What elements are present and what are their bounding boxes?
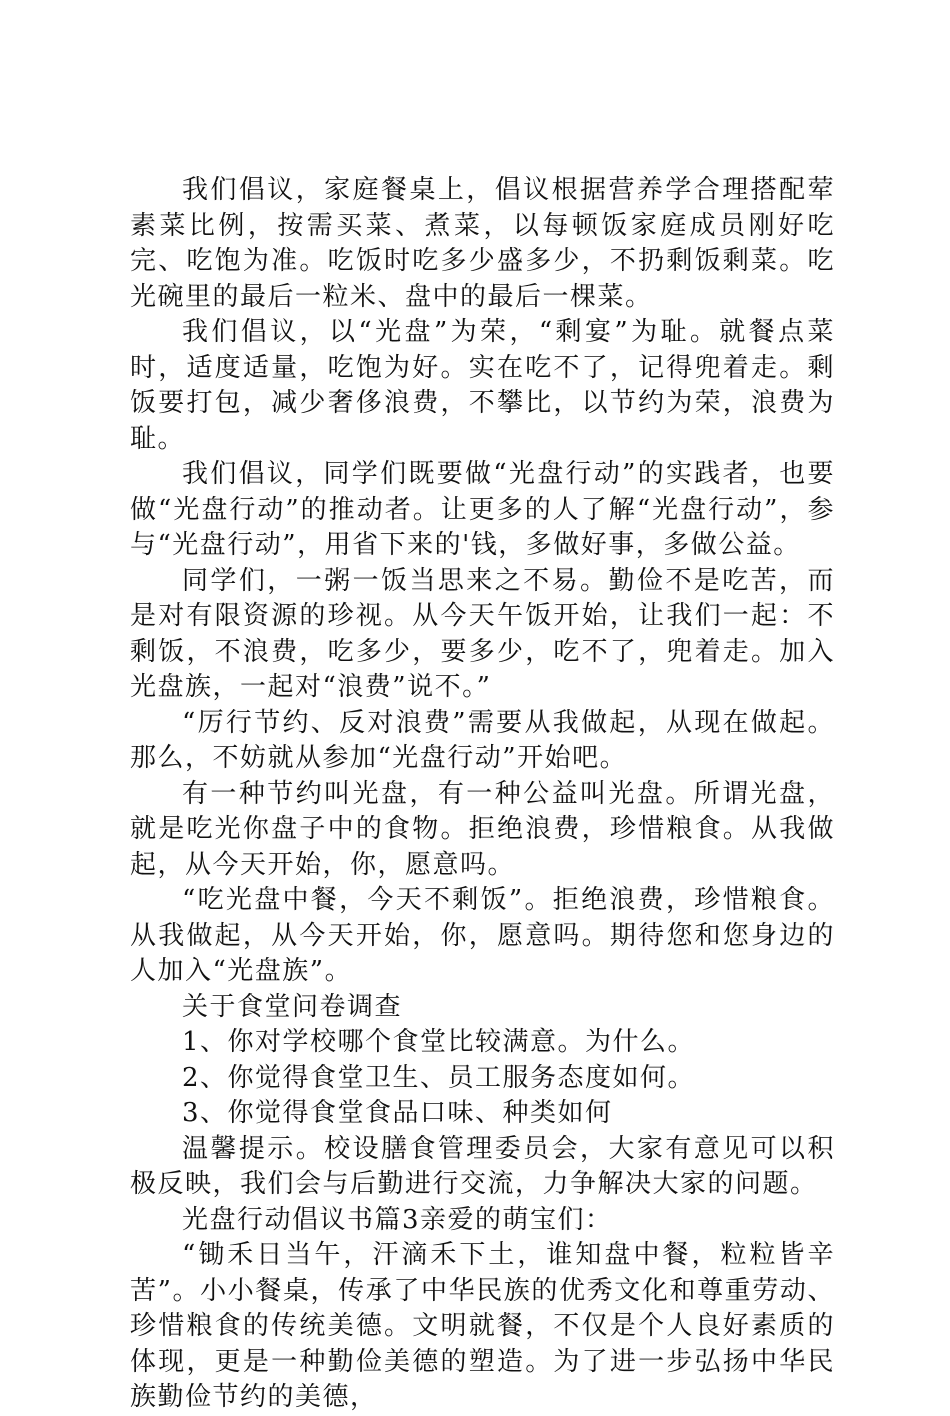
- section-heading-proposal-3: 光盘行动倡议书篇3亲爱的萌宝们：: [182, 1204, 613, 1235]
- paragraph-practice-thrift: “厉行节约、反对浪费”需要从我做起，从现在做起。那么，不妨就从参加“光盘行动”开始吧。: [130, 707, 835, 773]
- survey-question-1: 1、你对学校哪个食堂比较满意。为什么。: [182, 1027, 696, 1057]
- paragraph-clean-plate-honor: 我们倡议，以“光盘”为荣，“剩宴”为耻。就餐点菜时，适度适量，吃饱为好。实在吃不了，记得兜着走。剩饭要打包，减少奢侈浪费，不攀比，以节约为荣，浪费为耻。: [130, 317, 835, 454]
- paragraph-join-clean-plate: “吃光盘中餐，今天不剩饭”。拒绝浪费，珍惜粮食。从我做起，从今天开始，你，愿意吗。期待您和您身边的人加入“光盘族”。: [130, 885, 835, 986]
- paragraph-clean-plate-definition: 有一种节约叫光盘，有一种公益叫光盘。所谓光盘，就是吃光你盘子中的食物。拒绝浪费，珍惜粮食。从我做起，从今天开始，你，愿意吗。: [130, 778, 835, 880]
- paragraph-cherish-food: 同学们，一粥一饭当思来之不易。勤俭不是吃苦，而是对有限资源的珍视。从今天午饭开始，让我们一起：不剩饭，不浪费，吃多少，要多少，吃不了，兜着走。加入光盘族，一起对“浪费”说不。”: [130, 565, 835, 702]
- paragraph-reminder: 温馨提示。校设膳食管理委员会，大家有意见可以积极反映，我们会与后勤进行交流，力争解决大家的问题。: [130, 1133, 835, 1199]
- paragraph-students-promote: 我们倡议，同学们既要做“光盘行动”的实践者，也要做“光盘行动”的推动者。让更多的人了解“光盘行动”，参与“光盘行动”，用省下来的'钱，多做好事，多做公益。: [130, 459, 835, 560]
- survey-question-2: 2、你觉得食堂卫生、员工服务态度如何。: [182, 1062, 696, 1093]
- survey-heading: 关于食堂问卷调查: [182, 991, 403, 1022]
- document-body: [130, 173, 835, 1416]
- paragraph-household-table: 我们倡议，家庭餐桌上，倡议根据营养学合理搭配荤素菜比例，按需买菜、煮菜，以每顿饭家庭成员刚好吃完、吃饱为准。吃饭时吃多少盛多少，不扔剩饭剩菜。吃光碗里的最后一粒米、盘中的最后一棵菜。: [130, 175, 835, 312]
- paragraph-poem-intro: “锄禾日当午，汗滴禾下土，谁知盘中餐，粒粒皆辛苦”。小小餐桌，传承了中华民族的优秀文化和尊重劳动、珍惜粮食的传统美德。文明就餐，不仅是个人良好素质的体现，更是一种勤俭美德的塑造。为了进一步弘扬中华民族勤俭节约的美德，: [130, 1240, 835, 1412]
- survey-question-3: 3、你觉得食堂食品口味、种类如何: [182, 1098, 613, 1128]
